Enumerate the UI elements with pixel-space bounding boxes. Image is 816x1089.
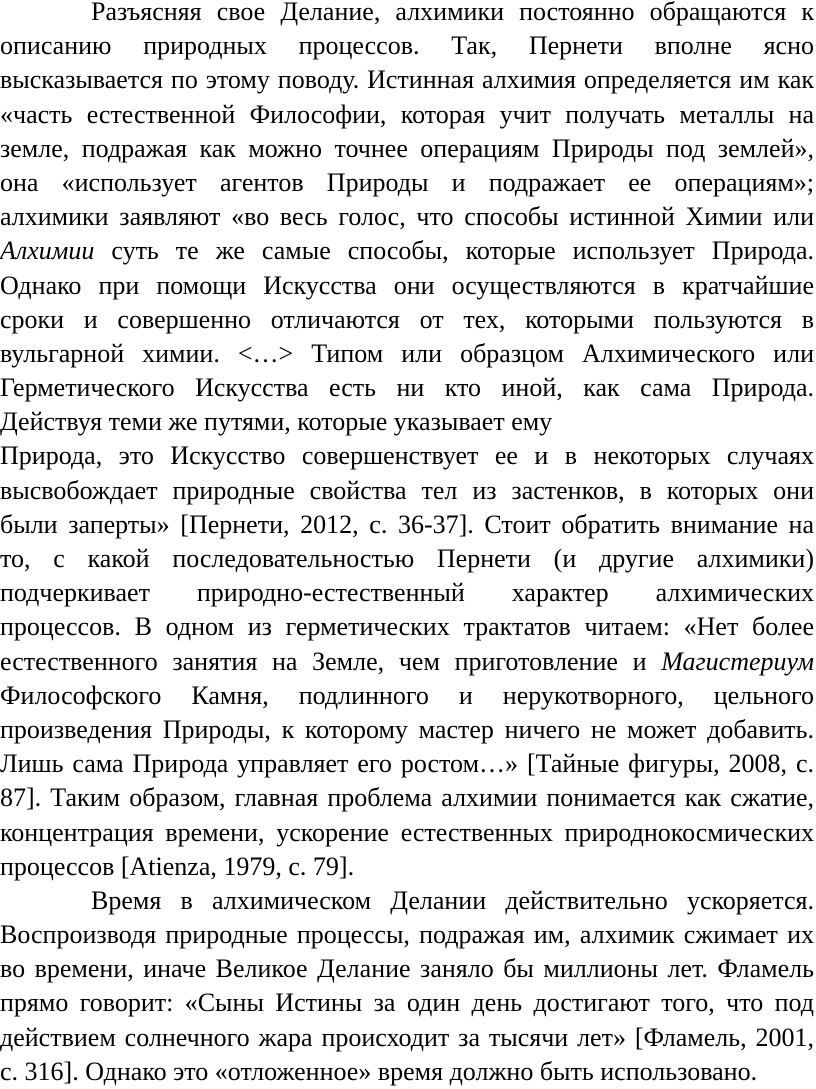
text-line: Лишь сама Природа управляет его ростом…» [Тайные фигуры, 2008, с.	[0, 749, 814, 779]
text-line: Герметического Искусства есть ни кто иной, как сама Природа.	[0, 373, 814, 403]
text-line: Философского Камня, подлинного и нерукотворного, цельного	[0, 680, 814, 710]
text-line: 87]. Таким образом, главная проблема алхимии понимается как сжатие,	[0, 783, 814, 813]
italic-term: Алхимии	[0, 236, 95, 266]
text-line: сроки и совершенно отличаются от тех, которыми пользуются в	[0, 304, 814, 334]
text-line: Действуя теми же путями, которые указывает ему	[0, 407, 553, 437]
text-line: подчеркивает природно-естественный характер алхимических	[0, 578, 814, 608]
text-line: «часть естественной Философии, которая учит получать металлы на	[0, 99, 814, 129]
paragraph-1	[0, 0, 814, 439]
text-line: во времени, иначе Великое Делание заняло бы миллионы лет. Фламель	[0, 954, 814, 984]
text-line: Природа, это Искусство совершенствует ее и в некоторых случаях	[0, 441, 814, 471]
text-line: прямо говорит: «Сыны Истины за один день достигают того, что под	[0, 988, 814, 1018]
text-line: с. 316]. Однако это «отложенное» время должно быть использовано.	[0, 1056, 758, 1086]
text-line: процессов [Atienza, 1979, с. 79].	[0, 851, 355, 881]
text-line: Разъясняя свое Делание, алхимики постоянно обращаются к	[91, 0, 814, 26]
text-line: то, с какой последовательностью Пернети (и другие алхимики)	[0, 544, 814, 573]
text-line: были заперты» [Пернети, 2012, с. 36-37]. Стоит обратить внимание на	[0, 509, 814, 539]
text-line: действием солнечного жара происходит за тысячи лет» [Фламель, 2001,	[0, 1022, 814, 1052]
text-line: концентрация времени, ускорение естественных природнокосмических	[0, 817, 814, 847]
italic-term: Магистериум	[661, 646, 814, 676]
text-run: естественного занятия на Земле, чем приготовление и	[0, 646, 662, 676]
text-run: суть те же самые способы, которые использует Природа.	[94, 236, 814, 266]
paragraph-2	[0, 439, 814, 883]
text-line: Воспроизводя природные процессы, подражая им, алхимик сжимает их	[0, 920, 814, 950]
text-line: произведения Природы, к которому мастер ничего не может добавить.	[0, 714, 814, 744]
text-line: процессов. В одном из герметических трактатов читаем: «Нет более	[0, 612, 814, 642]
text-line: высказывается по этому поводу. Истинная алхимия определяется им как	[0, 65, 814, 95]
text-line: земле, подражая как можно точнее операциям Природы под землей»,	[0, 133, 814, 163]
paragraph-3	[0, 884, 814, 1089]
text-line: Время в алхимическом Делании действительно ускоряется.	[91, 885, 814, 915]
text-line: описанию природных процессов. Так, Пернети вполне ясно	[0, 31, 814, 61]
text-line: Однако при помощи Искусства они осуществляются в кратчайшие	[0, 270, 814, 300]
text-line: высвобождает природные свойства тел из застенков, в которых они	[0, 475, 814, 505]
text-line	[0, 645, 814, 679]
text-line: она «использует агентов Природы и подражает ее операциям»;	[0, 167, 814, 197]
text-line	[0, 234, 814, 268]
text-line: вульгарной химии. <…> Типом или образцом Алхимического или	[0, 338, 814, 368]
text-line: алхимики заявляют «во весь голос, что способы истинной Химии или	[0, 202, 814, 232]
